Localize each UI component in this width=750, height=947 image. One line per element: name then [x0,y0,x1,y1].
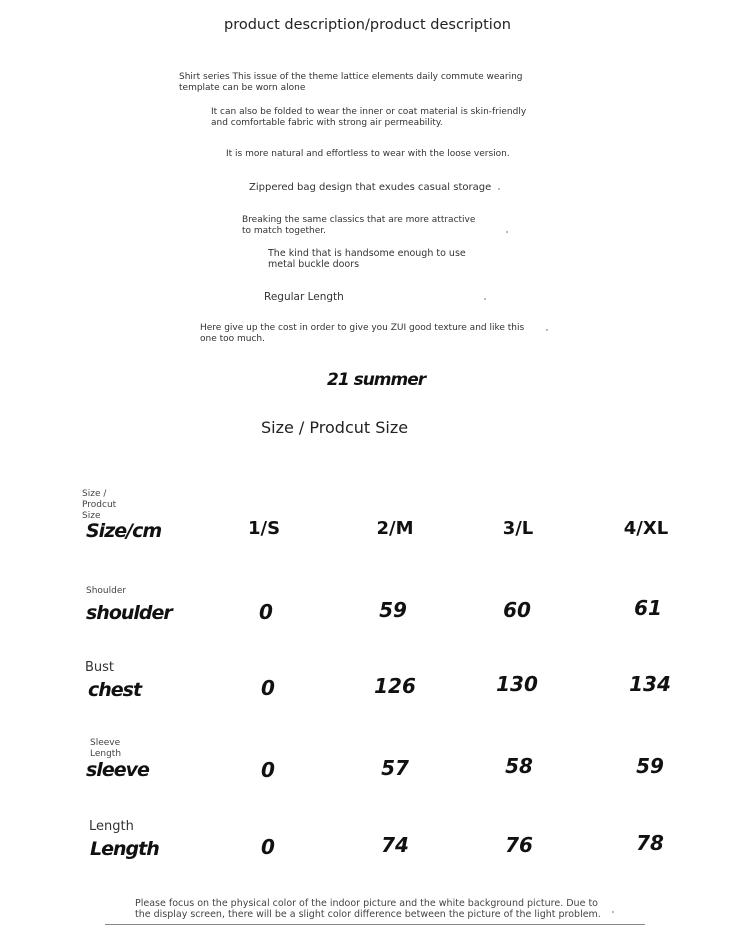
row-small-label: Shoulder [86,586,127,596]
size-column-m: 2/M [376,518,414,539]
table-cell: 0 [261,758,275,782]
table-cell: 76 [505,833,533,857]
table-cell: 61 [634,596,662,620]
footer-divider [105,924,645,925]
size-section-title: Size / Prodcut Size [261,418,409,437]
table-cell: 60 [503,598,531,622]
size-column-l: 3/L [502,518,534,539]
description-line-8: Here give up the cost in order to give you ZUI good texture and like this one too much. [200,323,525,344]
table-cell: 130 [496,672,538,696]
decor-dot [612,911,614,913]
size-header-label: Size/cm [86,520,162,542]
table-cell: 57 [381,756,409,780]
row-label: shoulder [86,602,172,624]
row-label: Length [90,838,159,860]
table-cell: 74 [381,833,409,857]
table-cell: 0 [261,676,275,700]
decor-dot [546,329,548,331]
row-label: sleeve [86,759,149,781]
page-title: product description/product description [224,17,511,33]
size-column-xl: 4/XL [623,518,669,539]
table-cell: 0 [261,835,275,859]
row-small-label: Bust [85,660,115,675]
description-line-7: Regular Length [264,291,344,303]
size-header-small: Size / Prodcut Size [82,489,117,521]
description-line-2: It can also be folded to wear the inner or coat material is skin-friendly and comfortable fabric with strong air permeability. [211,107,527,128]
size-column-s: 1/S [247,518,281,539]
table-cell: 58 [505,754,533,778]
table-cell: 59 [379,598,407,622]
table-cell: 0 [259,600,273,624]
footer-note: Please focus on the physical color of the indoor picture and the white background picture. Due to the display screen, there will be a slight color difference between the picture of the light problem. [135,898,601,920]
table-cell: 126 [374,674,416,698]
decor-dot [506,231,508,233]
row-small-label: Length [89,819,134,834]
description-line-6: The kind that is handsome enough to use metal buckle doors [268,248,466,270]
description-line-5: Breaking the same classics that are more attractive to match together. [242,215,476,236]
description-line-4: Zippered bag design that exudes casual storage [249,182,492,193]
row-label: chest [88,679,142,701]
decor-dot [498,188,500,190]
table-cell: 78 [636,831,664,855]
table-cell: 134 [629,672,671,696]
row-small-label: Sleeve Length [90,738,122,759]
season-heading: 21 summer [327,370,426,390]
description-line-3: It is more natural and effortless to wear with the loose version. [226,149,510,159]
description-line-1: Shirt series This issue of the theme lattice elements daily commute wearing template can be worn alone [179,72,523,93]
table-cell: 59 [636,754,664,778]
decor-dot [484,298,486,300]
